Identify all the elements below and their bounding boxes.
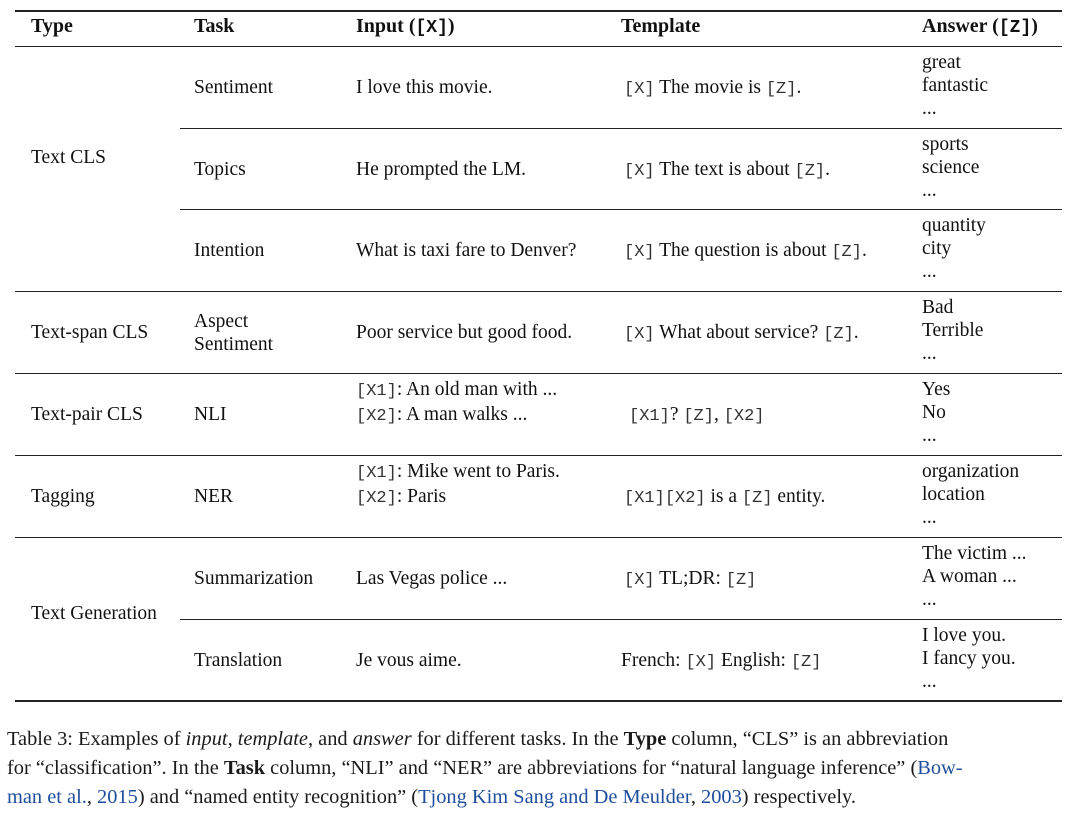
placeholder-token: [Z]	[790, 653, 822, 672]
caption-comma-2: ,	[690, 786, 702, 808]
template-text: ,	[713, 404, 724, 425]
group-rule-3	[15, 455, 1062, 456]
group-rule-4	[15, 537, 1062, 538]
task-cell	[194, 158, 246, 181]
placeholder-token: [X]	[685, 653, 717, 672]
header-input-suffix: )	[447, 15, 455, 37]
answer-line: ...	[922, 507, 937, 528]
header-answer-prefix: Answer (	[922, 15, 999, 37]
citation-bowman-part-1[interactable]: Bow-	[917, 757, 963, 779]
placeholder-token: [X]	[624, 162, 655, 181]
input-line	[356, 403, 557, 428]
task-line: Intention	[194, 240, 265, 261]
table-caption	[7, 725, 1073, 812]
task-cell	[194, 310, 273, 356]
input-line	[356, 485, 560, 510]
answer-line: location	[922, 484, 985, 505]
input-cell	[356, 76, 492, 99]
caption-sep-2: , and	[307, 728, 353, 750]
answer-line: science	[922, 157, 980, 178]
template-cell	[624, 239, 867, 264]
placeholder-token: [X]	[624, 571, 655, 590]
input-line: What is taxi fare to Denver?	[356, 240, 577, 261]
placeholder-token: [X1]	[356, 382, 397, 401]
placeholder-token: [X1]	[629, 407, 670, 426]
answer-cell	[922, 214, 986, 283]
citation-tjong-year[interactable]: 2003	[701, 786, 742, 808]
template-text: The question is about	[654, 240, 832, 261]
task-cell	[194, 567, 313, 590]
placeholder-token: [X]	[624, 243, 655, 262]
header-answer-token: [Z]	[998, 18, 1032, 38]
caption-text-6: ) respectively.	[741, 786, 856, 808]
placeholder-token: [X2]	[356, 489, 397, 508]
input-line: I love this movie.	[356, 77, 493, 98]
answer-line: Bad	[922, 297, 954, 318]
placeholder-token: [X]	[624, 80, 655, 99]
answer-line: ...	[922, 671, 937, 692]
task-cell	[194, 649, 282, 672]
template-text: .	[825, 159, 831, 180]
citation-bowman-part-2[interactable]: man et al.	[7, 786, 87, 808]
caption-task-word: Task	[223, 757, 266, 779]
input-line: Je vous aime.	[356, 650, 462, 671]
header-rule	[15, 46, 1062, 47]
caption-answer-word: answer	[352, 728, 412, 750]
row-rule-1	[180, 128, 1062, 129]
answer-cell	[922, 624, 1016, 693]
template-text: TL;DR:	[654, 568, 726, 589]
template-cell	[624, 567, 756, 592]
task-cell	[194, 403, 227, 426]
answer-line: Terrible	[922, 320, 984, 341]
template-text: .	[861, 240, 867, 261]
type-text-generation: Text Generation	[31, 603, 157, 624]
task-line: Sentiment	[194, 333, 274, 355]
input-cell	[356, 239, 576, 262]
placeholder-token: [Z]	[823, 325, 854, 344]
caption-template-word: template	[237, 728, 308, 750]
caption-text-1: for different tasks. In the	[411, 728, 624, 750]
template-cell	[621, 649, 821, 674]
task-line: NER	[194, 486, 233, 507]
template-text: is a	[705, 486, 742, 507]
row-rule-2	[180, 209, 1062, 210]
task-cell	[194, 485, 233, 508]
header-task: Task	[194, 15, 235, 37]
citation-bowman-year[interactable]: 2015	[97, 786, 138, 808]
header-template: Template	[621, 15, 701, 37]
group-rule-1	[15, 291, 1062, 292]
answer-line: city	[922, 238, 952, 259]
input-cell	[356, 460, 560, 510]
answer-line: A woman ...	[922, 566, 1017, 587]
template-text: The movie is	[654, 77, 766, 98]
answer-line: The victim ...	[922, 543, 1027, 564]
answer-cell	[922, 51, 988, 120]
input-line	[356, 460, 560, 485]
template-text: The text is about	[654, 159, 795, 180]
template-text: .	[796, 77, 802, 98]
placeholder-token: [Z]	[765, 80, 797, 99]
citation-tjong[interactable]: Tjong Kim Sang and De Meulder	[418, 786, 691, 808]
answer-cell	[922, 296, 983, 365]
group-rule-2	[15, 373, 1062, 374]
answer-line: ...	[922, 589, 937, 610]
answer-line: I fancy you.	[922, 648, 1016, 669]
task-line: Sentiment	[194, 77, 274, 98]
caption-comma-1: ,	[86, 786, 98, 808]
input-cell	[356, 567, 507, 590]
caption-text-4: column, “NLI” and “NER” are abbreviations for “natural language inference” (	[265, 757, 918, 779]
answer-line: quantity	[922, 215, 986, 236]
placeholder-token: [X1]	[624, 489, 665, 508]
template-text: : A man walks ...	[396, 404, 528, 425]
task-line: Aspect	[194, 310, 249, 332]
placeholder-token: [Z]	[725, 571, 757, 590]
input-line: Las Vegas police ...	[356, 568, 508, 589]
caption-line-3	[7, 783, 1073, 812]
bottom-rule	[15, 700, 1062, 702]
task-line: Translation	[194, 650, 283, 671]
answer-cell	[922, 133, 979, 202]
template-text: : Mike went to Paris.	[396, 461, 560, 482]
placeholder-token: [Z]	[683, 407, 714, 426]
input-cell	[356, 649, 462, 672]
caption-label: Table 3: Examples of	[7, 728, 186, 750]
header-type: Type	[31, 15, 73, 37]
answer-line: Yes	[922, 379, 951, 400]
caption-line-1	[7, 725, 1073, 754]
input-cell	[356, 321, 572, 344]
task-cell	[194, 239, 264, 262]
input-line: He prompted the LM.	[356, 159, 527, 180]
answer-line: organization	[922, 461, 1020, 482]
placeholder-token: [X1]	[356, 464, 397, 483]
task-line: Summarization	[194, 568, 314, 589]
placeholder-token: [Z]	[794, 162, 826, 181]
caption-input-word: input	[185, 728, 228, 750]
template-text: : Paris	[396, 486, 447, 507]
placeholder-token: [X2]	[664, 489, 706, 508]
template-text: entity.	[772, 486, 826, 507]
placeholder-token: [X2]	[723, 407, 765, 426]
input-line: Poor service but good food.	[356, 322, 573, 343]
template-cell	[624, 485, 825, 510]
header-input	[356, 15, 455, 38]
header-answer-suffix: )	[1031, 15, 1038, 37]
input-cell	[356, 378, 557, 428]
header-input-prefix: Input (	[356, 15, 416, 37]
template-text: English:	[716, 650, 791, 671]
answer-line: I love you.	[922, 625, 1006, 646]
caption-sep-1: ,	[227, 728, 238, 750]
answer-cell	[922, 542, 1027, 611]
type-text-pair-cls: Text-pair CLS	[31, 404, 143, 425]
caption-line-2	[7, 754, 1073, 783]
answer-line: ...	[922, 180, 937, 201]
answer-line: No	[922, 402, 946, 423]
task-line: NLI	[194, 404, 227, 425]
task-cell	[194, 76, 273, 99]
caption-text-5: ) and “named entity recognition” (	[137, 786, 419, 808]
answer-line: ...	[922, 343, 937, 364]
answer-line: ...	[922, 261, 937, 282]
template-text: .	[853, 322, 859, 343]
caption-text-2: column, “CLS” is an abbreviation	[666, 728, 949, 750]
template-cell	[629, 403, 765, 428]
answer-cell	[922, 378, 950, 447]
type-text-cls: Text CLS	[31, 147, 107, 168]
top-rule	[15, 10, 1062, 12]
template-cell	[624, 76, 801, 101]
type-text-span-cls: Text-span CLS	[31, 322, 149, 343]
input-line	[356, 378, 557, 403]
input-cell	[356, 158, 526, 181]
task-line: Topics	[194, 159, 246, 180]
answer-line: great	[922, 52, 961, 73]
answer-line: fantastic	[922, 75, 989, 96]
placeholder-token: [X]	[624, 325, 655, 344]
caption-text-3: for “classification”. In the	[7, 757, 224, 779]
template-text: : An old man with ...	[396, 379, 558, 400]
template-text: What about service?	[654, 322, 824, 343]
row-rule-3	[180, 619, 1062, 620]
placeholder-token: [Z]	[741, 489, 773, 508]
template-text: ?	[669, 404, 684, 425]
answer-cell	[922, 460, 1019, 529]
header-input-token: [X]	[415, 18, 448, 38]
placeholder-token: [X2]	[356, 407, 397, 426]
header-answer	[922, 15, 1038, 38]
caption-type-word: Type	[623, 728, 667, 750]
template-text: French:	[621, 650, 686, 671]
answer-line: ...	[922, 98, 937, 119]
placeholder-token: [Z]	[831, 243, 862, 262]
template-cell	[624, 158, 830, 183]
answer-line: ...	[922, 425, 937, 446]
type-tagging: Tagging	[31, 486, 95, 507]
template-cell	[624, 321, 859, 346]
answer-line: sports	[922, 134, 969, 155]
